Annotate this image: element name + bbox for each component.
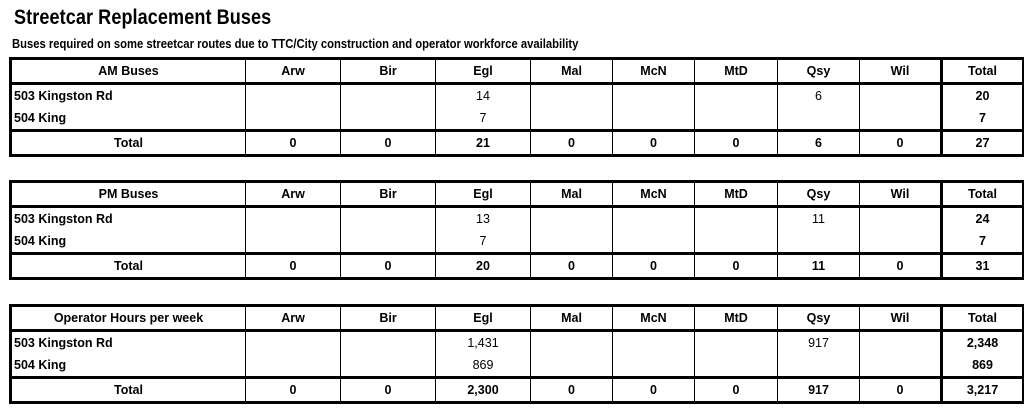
table-cell bbox=[613, 84, 695, 108]
table-cell: 869 bbox=[436, 354, 531, 378]
total-cell: 0 bbox=[531, 378, 613, 403]
table-cell bbox=[860, 84, 942, 108]
total-cell: 0 bbox=[341, 254, 436, 279]
table-cell bbox=[695, 354, 778, 378]
table-header-row bbox=[11, 182, 1024, 207]
table-cell bbox=[531, 207, 613, 231]
total-cell: 917 bbox=[778, 378, 860, 403]
total-cell: 0 bbox=[246, 254, 341, 279]
total-cell: 3,217 bbox=[942, 378, 1024, 403]
table-cell bbox=[531, 230, 613, 254]
table-cell bbox=[341, 207, 436, 231]
column-header: Arw bbox=[246, 59, 341, 84]
column-header: Egl bbox=[436, 59, 531, 84]
table-total-row bbox=[11, 254, 1024, 279]
am-buses-table bbox=[9, 57, 1024, 157]
table-cell bbox=[695, 107, 778, 131]
table-cell bbox=[531, 107, 613, 131]
column-header: MtD bbox=[695, 59, 778, 84]
column-header: Total bbox=[942, 182, 1024, 207]
table-cell: 7 bbox=[436, 230, 531, 254]
table-cell bbox=[341, 84, 436, 108]
route-label: 504 King bbox=[11, 107, 246, 131]
table-cell: 6 bbox=[778, 84, 860, 108]
column-header: Wil bbox=[860, 59, 942, 84]
table-cell bbox=[246, 107, 341, 131]
table-cell bbox=[778, 354, 860, 378]
total-cell: 0 bbox=[613, 254, 695, 279]
column-header: Wil bbox=[860, 182, 942, 207]
table-cell bbox=[860, 230, 942, 254]
table-cell bbox=[246, 354, 341, 378]
column-header: Mal bbox=[531, 182, 613, 207]
column-header: McN bbox=[613, 59, 695, 84]
table-total-row bbox=[11, 378, 1024, 403]
table-cell bbox=[695, 207, 778, 231]
column-header: Bir bbox=[341, 182, 436, 207]
table-cell bbox=[246, 207, 341, 231]
table-cell: 917 bbox=[778, 331, 860, 355]
column-header: MtD bbox=[695, 182, 778, 207]
route-label: 503 Kingston Rd bbox=[11, 84, 246, 108]
total-cell: 0 bbox=[613, 131, 695, 156]
table-cell bbox=[613, 331, 695, 355]
total-cell: 0 bbox=[246, 378, 341, 403]
table-cell: 20 bbox=[942, 84, 1024, 108]
total-label: Total bbox=[11, 254, 246, 279]
column-header: Mal bbox=[531, 306, 613, 331]
table-cell bbox=[695, 331, 778, 355]
route-label: 504 King bbox=[11, 230, 246, 254]
total-cell: 0 bbox=[860, 131, 942, 156]
route-label: 503 Kingston Rd bbox=[11, 207, 246, 231]
table-cell bbox=[246, 331, 341, 355]
page-title: Streetcar Replacement Buses bbox=[14, 6, 272, 29]
column-header: Egl bbox=[436, 182, 531, 207]
table-cell: 7 bbox=[942, 230, 1024, 254]
table-header-label: AM Buses bbox=[11, 59, 246, 84]
table-cell bbox=[695, 84, 778, 108]
column-header: MtD bbox=[695, 306, 778, 331]
column-header: Wil bbox=[860, 306, 942, 331]
column-header: McN bbox=[613, 182, 695, 207]
total-cell: 6 bbox=[778, 131, 860, 156]
total-cell: 27 bbox=[942, 131, 1024, 156]
total-cell: 0 bbox=[341, 131, 436, 156]
total-cell: 2,300 bbox=[436, 378, 531, 403]
table-header-row bbox=[11, 306, 1024, 331]
table-cell bbox=[695, 230, 778, 254]
column-header: Arw bbox=[246, 306, 341, 331]
column-header: Qsy bbox=[778, 59, 860, 84]
table-cell: 13 bbox=[436, 207, 531, 231]
table-cell bbox=[341, 331, 436, 355]
table-header-row bbox=[11, 59, 1024, 84]
total-cell: 0 bbox=[341, 378, 436, 403]
operator-hours-table bbox=[9, 304, 1024, 404]
total-cell: 0 bbox=[613, 378, 695, 403]
table-cell bbox=[613, 354, 695, 378]
total-cell: 0 bbox=[860, 254, 942, 279]
table-row bbox=[11, 230, 1024, 254]
table-row bbox=[11, 354, 1024, 378]
total-cell: 11 bbox=[778, 254, 860, 279]
total-label: Total bbox=[11, 378, 246, 403]
table-cell bbox=[531, 331, 613, 355]
table-cell bbox=[860, 107, 942, 131]
table-cell bbox=[860, 354, 942, 378]
table-cell bbox=[860, 331, 942, 355]
table-cell: 11 bbox=[778, 207, 860, 231]
column-header: Arw bbox=[246, 182, 341, 207]
table-cell: 7 bbox=[436, 107, 531, 131]
column-header: Qsy bbox=[778, 306, 860, 331]
column-header: Total bbox=[942, 306, 1024, 331]
column-header: Egl bbox=[436, 306, 531, 331]
total-cell: 21 bbox=[436, 131, 531, 156]
column-header: Bir bbox=[341, 59, 436, 84]
table-total-row bbox=[11, 131, 1024, 156]
pm-buses-table bbox=[9, 180, 1024, 280]
column-header: Bir bbox=[341, 306, 436, 331]
table-cell bbox=[778, 230, 860, 254]
total-cell: 0 bbox=[695, 131, 778, 156]
total-cell: 20 bbox=[436, 254, 531, 279]
table-row bbox=[11, 84, 1024, 108]
table-cell: 14 bbox=[436, 84, 531, 108]
table-cell bbox=[613, 230, 695, 254]
column-header: Total bbox=[942, 59, 1024, 84]
table-cell bbox=[341, 107, 436, 131]
total-cell: 0 bbox=[531, 131, 613, 156]
page-subtitle: Buses required on some streetcar routes due to TTC/City construction and operator workforce availability bbox=[12, 37, 579, 51]
table-row bbox=[11, 331, 1024, 355]
column-header: Mal bbox=[531, 59, 613, 84]
table-cell: 1,431 bbox=[436, 331, 531, 355]
table-cell bbox=[613, 207, 695, 231]
table-cell bbox=[246, 230, 341, 254]
table-cell: 2,348 bbox=[942, 331, 1024, 355]
table-cell: 869 bbox=[942, 354, 1024, 378]
table-cell bbox=[531, 354, 613, 378]
table-cell bbox=[531, 84, 613, 108]
total-cell: 0 bbox=[246, 131, 341, 156]
table-header-label: Operator Hours per week bbox=[11, 306, 246, 331]
table-row bbox=[11, 107, 1024, 131]
table-cell bbox=[613, 107, 695, 131]
route-label: 503 Kingston Rd bbox=[11, 331, 246, 355]
total-cell: 0 bbox=[860, 378, 942, 403]
table-cell bbox=[341, 230, 436, 254]
table-cell bbox=[341, 354, 436, 378]
table-cell: 24 bbox=[942, 207, 1024, 231]
table-cell bbox=[860, 207, 942, 231]
total-label: Total bbox=[11, 131, 246, 156]
total-cell: 0 bbox=[531, 254, 613, 279]
column-header: Qsy bbox=[778, 182, 860, 207]
table-cell bbox=[246, 84, 341, 108]
total-cell: 0 bbox=[695, 254, 778, 279]
column-header: McN bbox=[613, 306, 695, 331]
table-row bbox=[11, 207, 1024, 231]
total-cell: 31 bbox=[942, 254, 1024, 279]
route-label: 504 King bbox=[11, 354, 246, 378]
table-header-label: PM Buses bbox=[11, 182, 246, 207]
table-cell: 7 bbox=[942, 107, 1024, 131]
table-cell bbox=[778, 107, 860, 131]
total-cell: 0 bbox=[695, 378, 778, 403]
